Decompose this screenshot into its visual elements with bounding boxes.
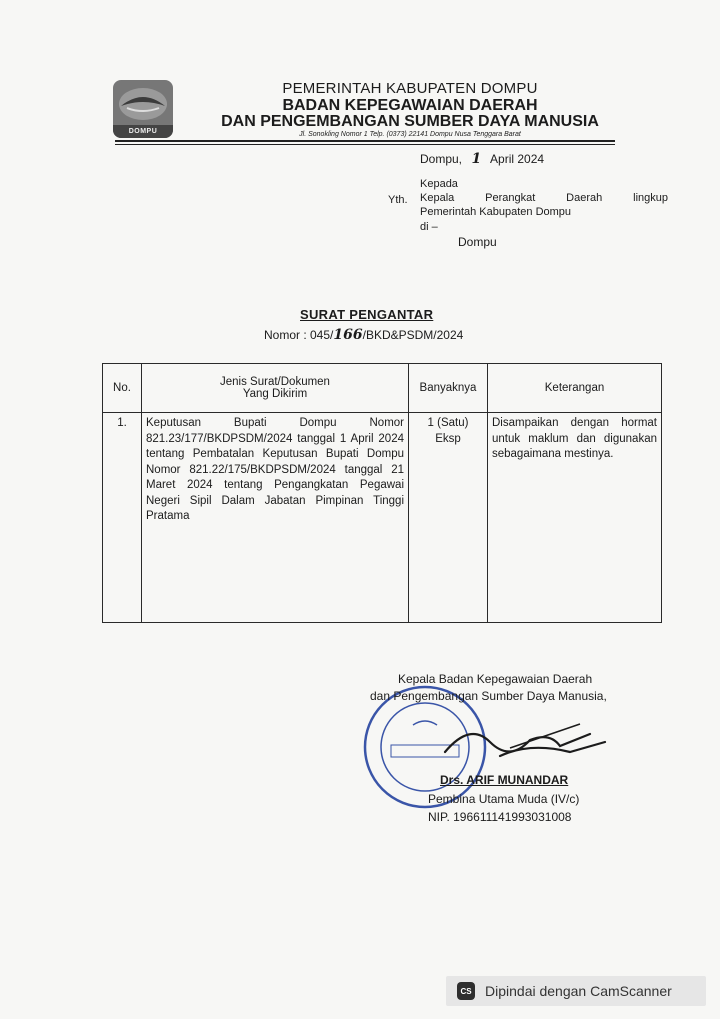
- letter-number-handwritten: 166: [333, 327, 363, 343]
- header-jenis-line1: Jenis Surat/Dokumen: [220, 376, 330, 388]
- header-jenis-line2: Yang Dikirim: [242, 388, 308, 400]
- date-day-handwritten: 1: [471, 151, 482, 167]
- kop-agency-line1: BADAN KEPEGAWAIAN DAERAH: [282, 97, 538, 114]
- handwritten-signature-icon: [440, 712, 610, 772]
- cell-banyaknya-qty: 1 (Satu): [427, 417, 469, 429]
- signatory-nip: NIP. 196611141993031008: [428, 810, 572, 824]
- letter-number-suffix: /BKD&PSDM/2024: [362, 328, 464, 342]
- addressee-city: Dompu: [458, 235, 497, 249]
- signature-title-line1: Kepala Badan Kepegawaian Daerah: [398, 672, 593, 686]
- signature-title-line2: dan Pengembangan Sumber Daya Manusia,: [370, 689, 607, 703]
- addressee-line1: Kepala Perangkat Daerah lingkup: [420, 192, 668, 204]
- date-month-year: April 2024: [490, 152, 545, 166]
- header-keterangan: Keterangan: [488, 364, 662, 413]
- table-header-row: [103, 364, 662, 413]
- camscanner-badge: [446, 976, 706, 1006]
- letter-title: SURAT PENGANTAR: [300, 307, 434, 322]
- addressee-di: di –: [420, 221, 438, 233]
- letter-number-prefix: Nomor : 045/: [264, 328, 334, 342]
- cell-banyaknya: [409, 413, 488, 623]
- letter-number: [264, 327, 463, 343]
- addressee-kepada: Kepada: [420, 178, 458, 190]
- cell-jenis: Keputusan Bupati Dompu Nomor 821.23/177/BKDPSDM/2024 tanggal 1 April 2024 tentang Pembatalan Keputusan Bupati Dompu Nomor 821.22/175/BKDPSDM/2024 tanggal 21 Maret 2024 tentang Pengangkatan Pegawai Negeri Sipil Dalam Jabatan Pimpinan Tinggi Pratama: [142, 413, 409, 623]
- kop-rule-thin: [115, 144, 615, 145]
- header-banyaknya: Banyaknya: [409, 364, 488, 413]
- header-no: No.: [103, 364, 142, 413]
- addressee-line2: Pemerintah Kabupaten Dompu: [420, 206, 572, 218]
- kop-address: Jl. Sonokling Nomor 1 Telp. (0373) 22141 Dompu Nusa Tenggara Barat: [299, 131, 521, 138]
- header-jenis: [142, 364, 409, 413]
- logo-label: DOMPU: [113, 125, 173, 138]
- table-row: [103, 413, 662, 623]
- cell-no: 1.: [103, 413, 142, 623]
- kop-rule-thick: [115, 140, 615, 142]
- dompu-logo-icon: [113, 80, 173, 138]
- letter-date: [420, 151, 544, 167]
- camscanner-label: Dipindai dengan CamScanner: [485, 983, 672, 999]
- cell-keterangan: Disampaikan dengan hormat untuk maklum dan digunakan sebagaimana mestinya.: [488, 413, 662, 623]
- cell-banyaknya-unit: Eksp: [435, 432, 461, 445]
- kop-government: PEMERINTAH KABUPATEN DOMPU: [282, 80, 538, 97]
- kop-agency-line2: DAN PENGEMBANGAN SUMBER DAYA MANUSIA: [221, 113, 599, 130]
- camscanner-icon: CS: [457, 982, 475, 1000]
- document-table: [102, 363, 662, 623]
- addressee-yth: Yth.: [388, 194, 408, 206]
- signatory-name: Drs. ARIF MUNANDAR: [440, 773, 569, 787]
- signatory-rank: Pembina Utama Muda (IV/c): [428, 792, 580, 806]
- date-city: Dompu,: [420, 152, 463, 166]
